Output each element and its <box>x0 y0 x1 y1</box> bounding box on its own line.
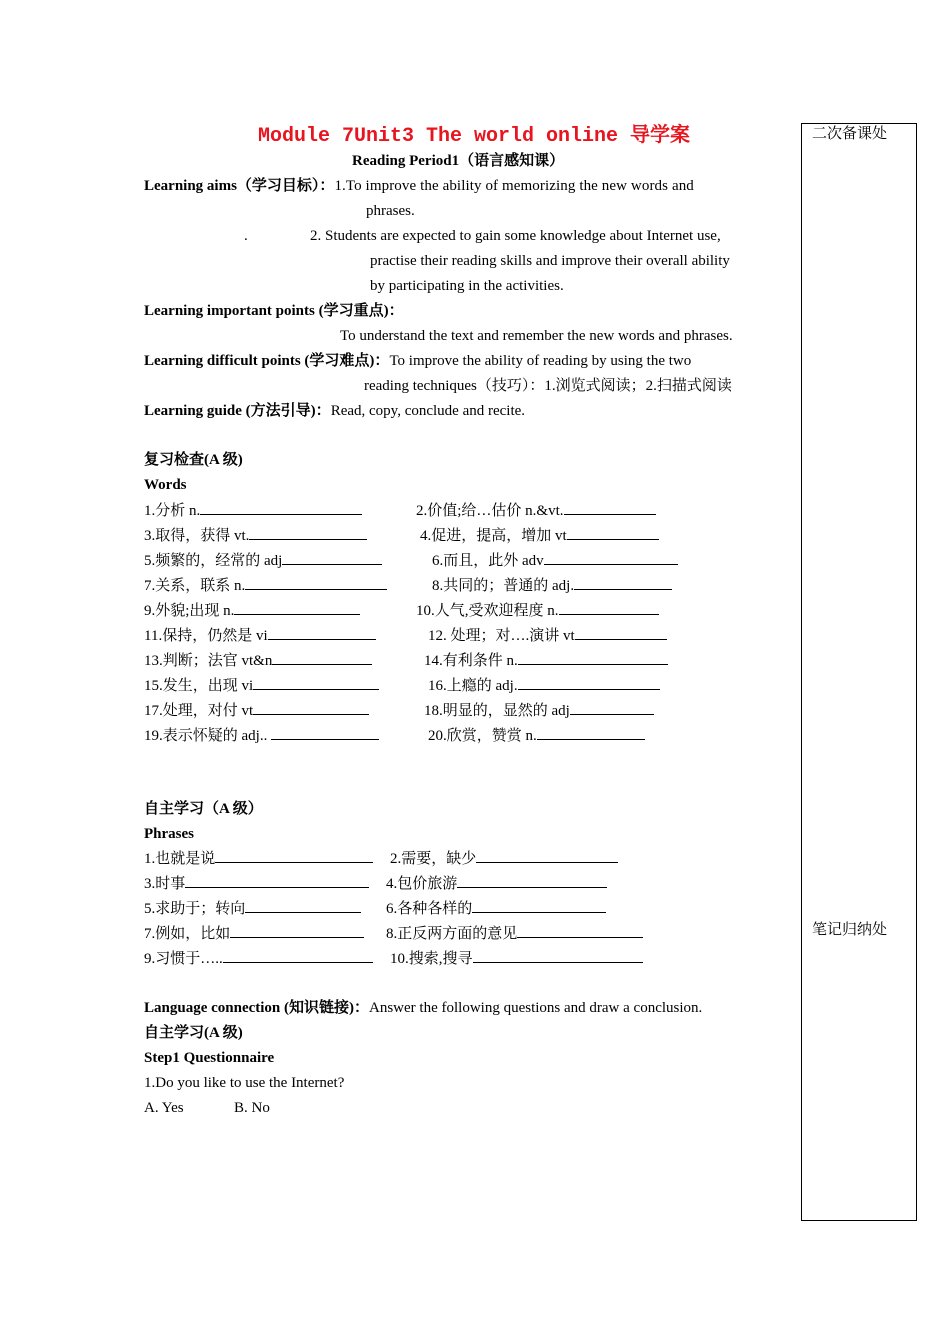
important-label: Learning important points (学习重点)： <box>144 303 404 319</box>
guide-text: Read, copy, conclude and recite. <box>330 403 526 419</box>
word-item: 9.外貌;出现 n. <box>144 600 360 621</box>
word-item: 8.共同的；普通的 adj. <box>432 575 672 596</box>
aims-line-2: phrases. <box>366 203 415 219</box>
word-item: 20.欣赏，赞赏 n. <box>428 725 645 746</box>
words-heading: Words <box>144 477 187 493</box>
answer-blank[interactable] <box>185 873 369 888</box>
difficult-line-2: reading techniques（技巧）：1.浏览式阅读；2.扫描式阅读 <box>364 378 732 394</box>
answer-blank[interactable] <box>570 700 654 715</box>
answer-blank[interactable] <box>223 948 373 963</box>
phrases-heading: Phrases <box>144 826 194 842</box>
answer-blank[interactable] <box>272 650 372 665</box>
phrase-item: 2.需要，缺少 <box>390 848 618 869</box>
phrase-item: 8.正反两方面的意见 <box>386 923 643 944</box>
answer-blank[interactable] <box>518 675 660 690</box>
connection-text: Answer the following questions and draw a conclusion. <box>369 1000 703 1016</box>
answer-blank[interactable] <box>575 625 667 640</box>
side-label-notes: 笔记归纳处 <box>812 922 888 938</box>
word-item: 12. 处理；对….演讲 vt <box>428 625 667 646</box>
answer-blank[interactable] <box>234 600 360 615</box>
phrase-item: 9.习惯于….. <box>144 948 373 969</box>
side-label-prep: 二次备课处 <box>812 126 888 142</box>
word-item: 19.表示怀疑的 adj.. <box>144 725 379 746</box>
aims-line-5: by participating in the activities. <box>370 278 564 294</box>
answer-blank[interactable] <box>245 575 387 590</box>
difficult-label: Learning difficult points (学习难点)： <box>144 353 390 369</box>
answer-blank[interactable] <box>271 725 379 740</box>
word-item: 18.明显的，显然的 adj <box>424 700 654 721</box>
phrase-item: 10.搜索,搜寻 <box>390 948 643 969</box>
answer-blank[interactable] <box>567 525 659 540</box>
word-item: 2.价值;给…估价 n.&vt. <box>416 500 656 521</box>
word-item: 11.保持，仍然是 vi <box>144 625 376 646</box>
answer-blank[interactable] <box>215 848 373 863</box>
guide-label: Learning guide (方法引导)： <box>144 403 331 419</box>
phrase-item: 1.也就是说 <box>144 848 373 869</box>
answer-blank[interactable] <box>544 550 678 565</box>
word-item: 4.促进，提高，增加 vt <box>420 525 659 546</box>
answer-blank[interactable] <box>457 873 607 888</box>
word-item: 16.上瘾的 adj. <box>428 675 660 696</box>
answer-blank[interactable] <box>249 525 367 540</box>
difficult-text-1: To improve the ability of reading by using the two <box>389 353 692 369</box>
word-item: 10.人气,受欢迎程度 n. <box>416 600 659 621</box>
word-item: 1.分析 n. <box>144 500 362 521</box>
option-a[interactable]: A. Yes <box>144 1100 184 1116</box>
phrase-item: 5.求助于；转向 <box>144 898 361 919</box>
word-item: 14.有利条件 n. <box>424 650 668 671</box>
aims-line-3: 2. Students are expected to gain some knowledge about Internet use, <box>310 228 721 244</box>
word-item: 6.而且，此外 adv <box>432 550 678 571</box>
answer-blank[interactable] <box>564 500 656 515</box>
answer-blank[interactable] <box>476 848 618 863</box>
side-notes-column <box>801 123 917 1221</box>
answer-blank[interactable] <box>537 725 645 740</box>
phrase-item: 4.包价旅游 <box>386 873 607 894</box>
aims-line-1 <box>144 176 694 196</box>
aims-dot: . <box>244 228 248 244</box>
aims-label: Learning aims（学习目标）： <box>144 178 335 194</box>
review-heading: 复习检查(A 级) <box>144 452 243 468</box>
answer-blank[interactable] <box>518 650 668 665</box>
word-item: 5.频繁的，经常的 adj <box>144 550 382 571</box>
answer-blank[interactable] <box>253 675 379 690</box>
self-study-heading: 自主学习（A 级） <box>144 801 263 817</box>
option-b[interactable]: B. No <box>234 1100 270 1116</box>
step1-heading: Step1 Questionnaire <box>144 1050 275 1066</box>
answer-blank[interactable] <box>282 550 382 565</box>
page-subtitle: Reading Period1（语言感知课） <box>352 153 565 169</box>
page-title: Module 7Unit3 The world online 导学案 <box>258 125 691 148</box>
connection-label: Language connection (知识链接)： <box>144 1000 370 1016</box>
word-item: 13.判断；法官 vt&n <box>144 650 372 671</box>
guide-line <box>144 401 525 421</box>
answer-blank[interactable] <box>268 625 376 640</box>
answer-blank[interactable] <box>472 898 606 913</box>
word-item: 15.发生，出现 vi <box>144 675 379 696</box>
aims-text-1: 1.To improve the ability of memorizing the new words and <box>334 178 694 194</box>
word-item: 7.关系，联系 n. <box>144 575 387 596</box>
question-1: 1.Do you like to use the Internet? <box>144 1075 345 1091</box>
answer-blank[interactable] <box>253 700 369 715</box>
word-item: 3.取得，获得 vt. <box>144 525 367 546</box>
answer-blank[interactable] <box>574 575 672 590</box>
important-text: To understand the text and remember the new words and phrases. <box>340 328 733 344</box>
answer-blank[interactable] <box>473 948 643 963</box>
answer-blank[interactable] <box>559 600 659 615</box>
answer-blank[interactable] <box>200 500 362 515</box>
answer-blank[interactable] <box>245 898 361 913</box>
answer-blank[interactable] <box>517 923 643 938</box>
phrase-item: 7.例如，比如 <box>144 923 364 944</box>
answer-blank[interactable] <box>230 923 364 938</box>
difficult-line-1 <box>144 351 691 371</box>
connection-line <box>144 998 702 1018</box>
phrase-item: 6.各种各样的 <box>386 898 606 919</box>
phrase-item: 3.时事 <box>144 873 369 894</box>
aims-line-4: practise their reading skills and improve their overall ability <box>370 253 730 269</box>
word-item: 17.处理，对付 vt <box>144 700 369 721</box>
self-study-heading-2: 自主学习(A 级) <box>144 1025 243 1041</box>
